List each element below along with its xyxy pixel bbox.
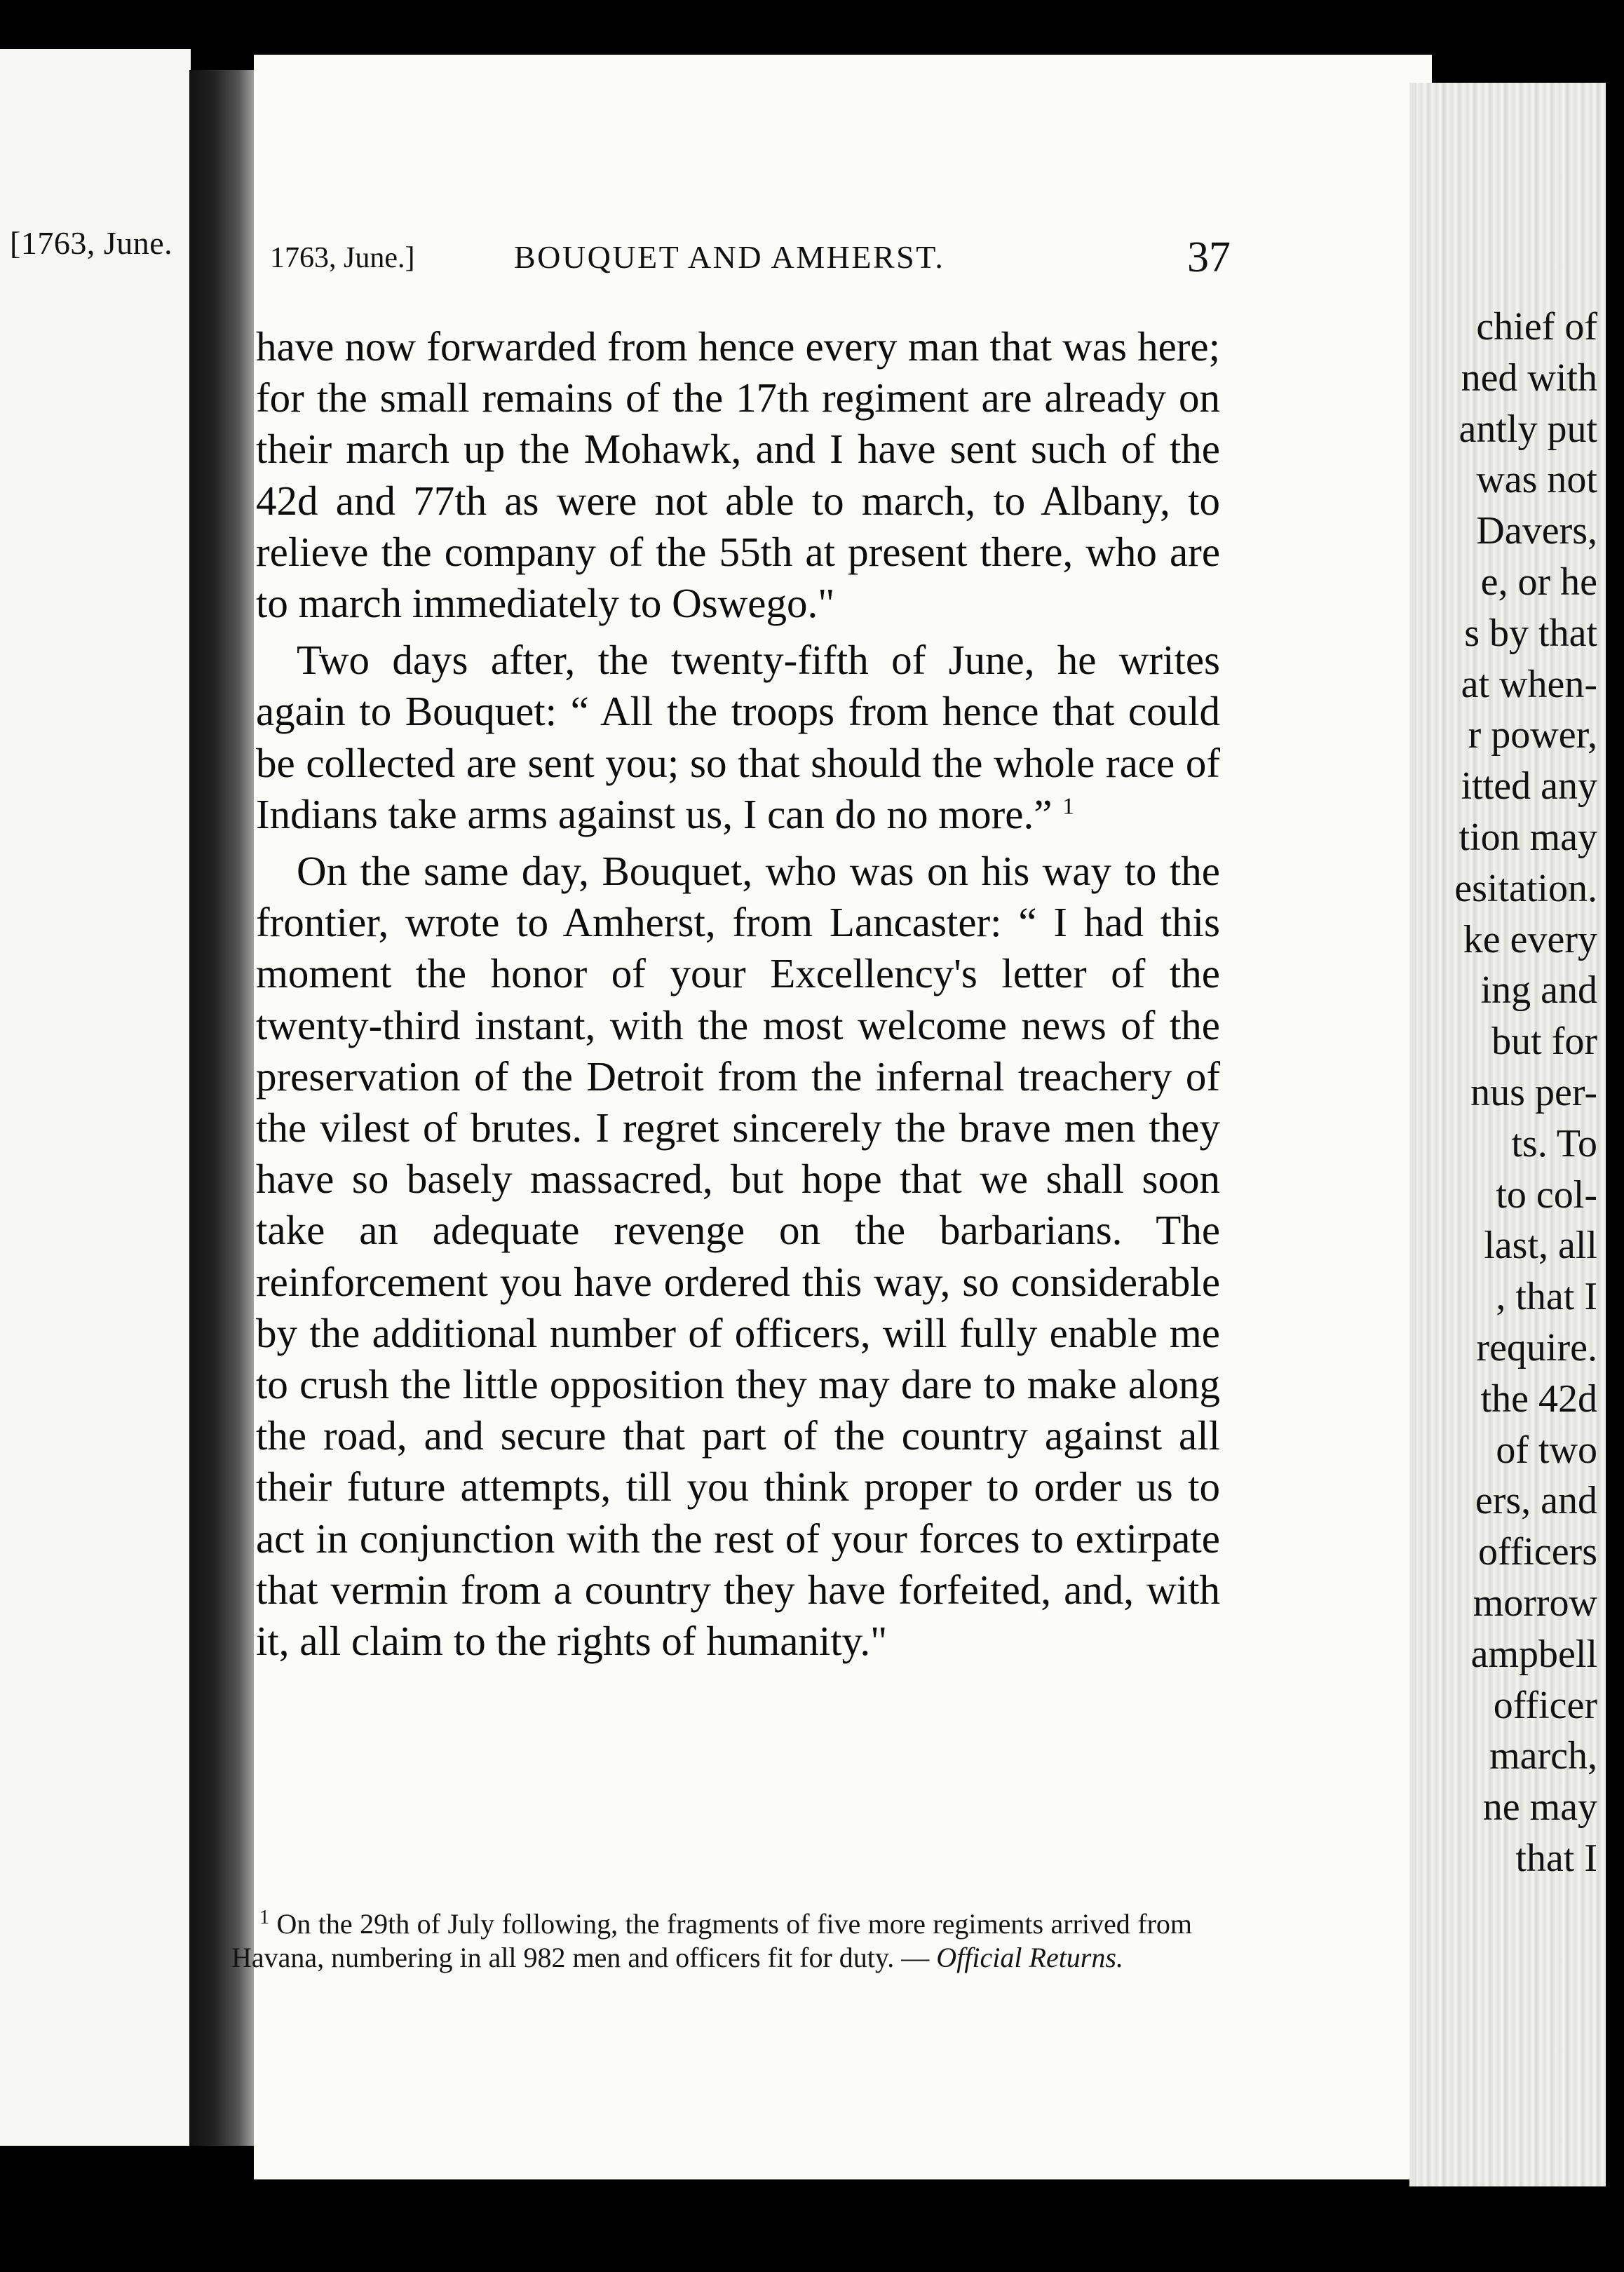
running-head-date: 1763, June.]	[270, 242, 415, 274]
left-page-line: officers	[1478, 1530, 1597, 1574]
left-page-line: chief of	[1476, 305, 1597, 349]
left-page-line: s by that	[1464, 611, 1597, 655]
left-page-line: ned with	[1461, 356, 1597, 400]
left-page-header: [1763, June.	[10, 225, 173, 261]
left-page-line: ing and	[1480, 968, 1597, 1013]
footnote-number: 1	[259, 1906, 269, 1928]
left-page-line: antly put	[1459, 407, 1597, 451]
left-page-line: esitation.	[1454, 866, 1597, 910]
left-page-line: e, or he	[1480, 560, 1597, 604]
book-gutter	[189, 70, 259, 2146]
paragraph-2-text: Two days after, the twenty-fifth of June, he writes again to Bouquet: “ All the troops from hence that could be collected are sent you; so that should the whole race of Indians take arms against us, I can do no more.”	[256, 637, 1220, 837]
footnote-reference: 1	[1062, 793, 1075, 820]
left-page-line: itted any	[1461, 764, 1597, 809]
page-number: 37	[1187, 234, 1231, 281]
left-page-line: require.	[1476, 1325, 1597, 1370]
left-page-line: Davers,	[1476, 509, 1597, 553]
left-page-line: at when-	[1461, 662, 1597, 706]
paragraph-2	[256, 635, 1220, 840]
paragraph-3: On the same day, Bouquet, who was on his way to the frontier, wrote to Amherst, from Lancaster: “ I had this moment the honor of your Excellency's letter of the twenty-third instant, with the most welcome news of the preservation of the Detroit from the infernal treachery of the vilest of brutes. I regret sincerely the brave men they have so basely massacred, but hope that we shall soon take an adequate revenge on the barbarians. The reinforcement you have ordered this way, so considerable by the additional number of officers, will fully enable me to crush the little opposition they may dare to make along the road, and secure that part of the country against all their future attempts, till you think proper to order us to act in conjunction with the rest of your forces to extirpate that vermin from a country they have forfeited, and, with it, all claim to the rights of humanity."	[256, 848, 1220, 1665]
left-page-line: , that I	[1496, 1275, 1597, 1319]
left-page-line: last, all	[1484, 1224, 1597, 1268]
left-page-line: r power,	[1468, 713, 1597, 757]
left-page-line: the 42d	[1480, 1377, 1597, 1421]
left-page-line: march,	[1489, 1734, 1597, 1778]
left-page-line: ke every	[1463, 917, 1597, 961]
left-page-line: of two	[1496, 1428, 1597, 1472]
paragraph-1: have now forwarded from hence every man that was here; for the small remains of the 17th regiment are already on their march up the Mohawk, and I have sent such of the 42d and 77th as were not able to march, to Albany, to relieve the company of the 55th at present there, who are to march immediately to Oswego."	[256, 323, 1220, 627]
left-page-line: ers, and	[1475, 1479, 1597, 1523]
footnote	[231, 1907, 1192, 1975]
footnote-text: On the 29th of July following, the fragments of five more regiments arrived from Havana, numbering in all 982 men and officers fit for duty. —	[231, 1908, 1192, 1973]
running-head-title: BOUQUET AND AMHERST.	[514, 239, 945, 275]
left-page-line: officer	[1493, 1683, 1597, 1727]
left-page-line: that I	[1515, 1836, 1597, 1880]
left-page-line: ampbell	[1470, 1632, 1597, 1676]
body-text	[256, 321, 1220, 1667]
left-page-line: ne may	[1482, 1785, 1597, 1830]
left-page-line: ts. To	[1511, 1121, 1597, 1165]
left-page-line: nus per-	[1470, 1070, 1597, 1114]
left-page-line: to col-	[1496, 1172, 1597, 1217]
left-page-line: morrow	[1473, 1581, 1597, 1625]
left-page-text	[1454, 302, 1597, 1884]
footnote-source: Official Returns.	[936, 1942, 1123, 1973]
running-head	[270, 234, 1231, 288]
left-page-line: was not	[1476, 458, 1597, 502]
left-page-line: but for	[1491, 1020, 1597, 1064]
left-page	[0, 49, 191, 2146]
left-page-line: tion may	[1459, 815, 1597, 859]
